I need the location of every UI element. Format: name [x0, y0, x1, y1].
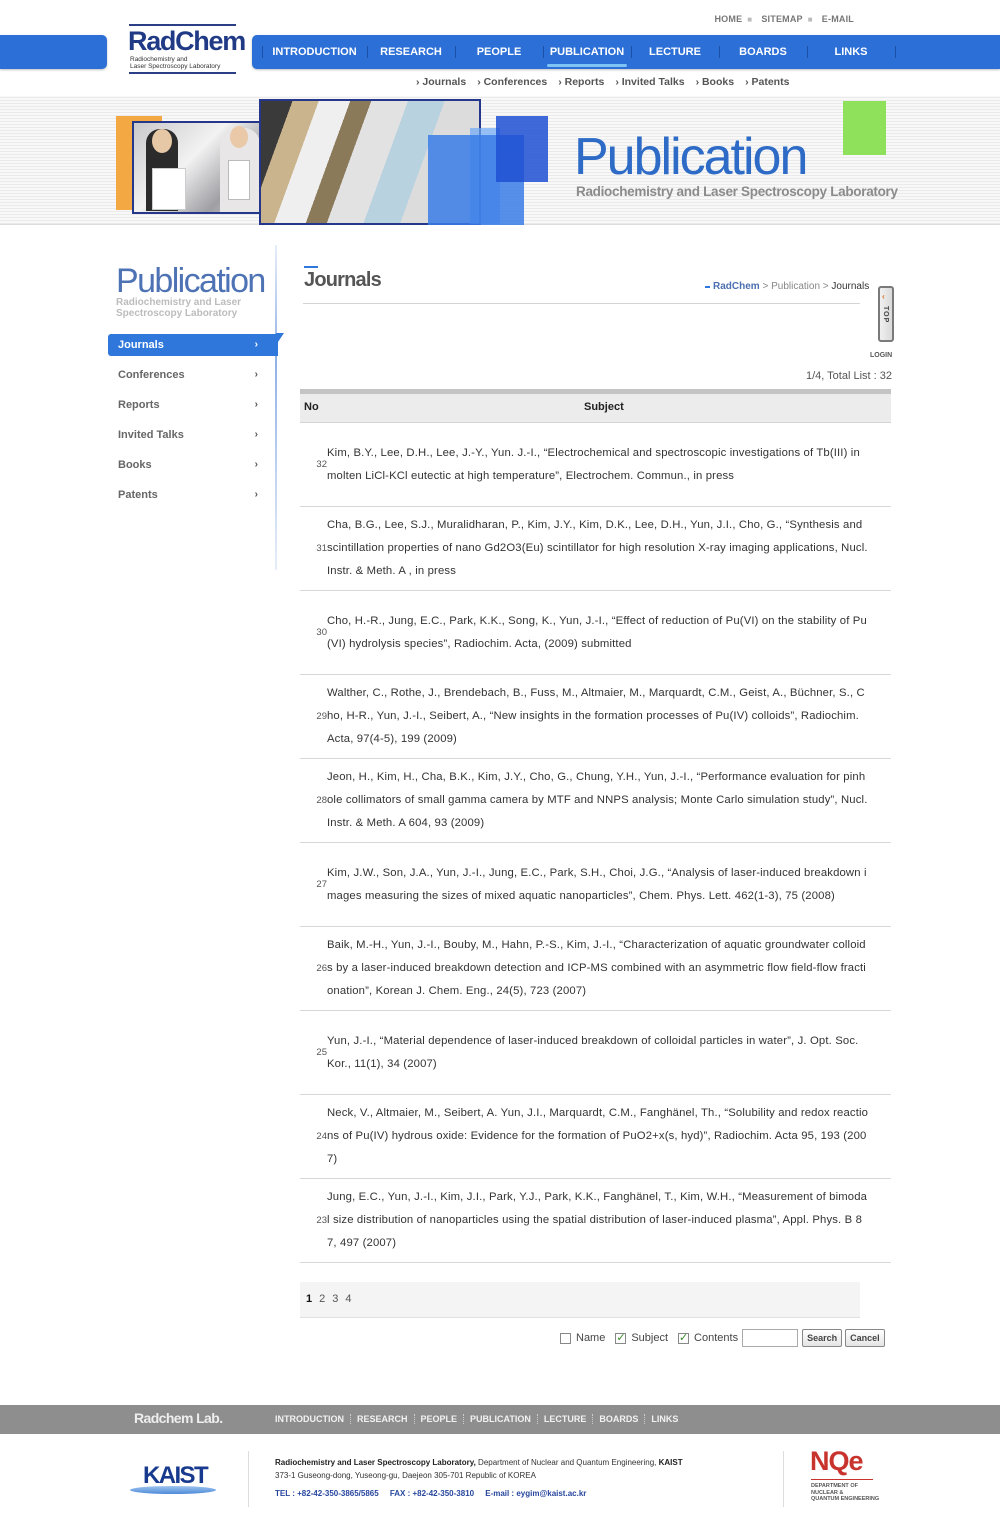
- breadcrumb-separator: >: [820, 281, 832, 292]
- journal-list: [300, 423, 891, 1263]
- column-subject: Subject: [584, 401, 624, 413]
- row-subject[interactable]: Walther, C., Rothe, J., Brendebach, B., Fuss, M., Altmaier, M., Marquardt, C.M., Geist, A., Büchner, S., Cho, H-R., Yun, J.-I., Seibert, A., “New insights in the formation processes of Pu(IV) colloids”, Radiochim. Acta, 97(4-5), 199 (2009): [327, 687, 865, 745]
- table-row[interactable]: [300, 1179, 891, 1263]
- nqe-logo: NQe: [810, 1446, 863, 1476]
- subnav-books[interactable]: › Books: [695, 76, 735, 88]
- page-title: Journals: [304, 269, 381, 291]
- cancel-button[interactable]: Cancel: [845, 1329, 885, 1347]
- banner-paper-2: [228, 160, 250, 200]
- nav-boards[interactable]: BOARDS: [719, 35, 807, 69]
- top-label: TOP: [882, 306, 889, 324]
- email-link[interactable]: E-MAIL: [821, 14, 854, 24]
- sidebar-subtitle: [116, 297, 256, 319]
- footer-address: [275, 1456, 683, 1500]
- footer-brand: Radchem Lab.: [134, 1410, 223, 1426]
- row-subject[interactable]: Yun, J.-I., “Material dependence of laser-induced breakdown of colloidal particles in water”, J. Opt. Soc. Kor., 11(1), 34 (2007): [327, 1034, 859, 1070]
- row-subject[interactable]: Jeon, H., Kim, H., Cha, B.K., Kim, J.Y., Cho, G., Chung, Y.H., Yun, J.-I., “Performance evaluation for pinhole collimators of small gamma camera by MTF and NNPS analysis; Monte Carlo simulation study”, Nucl. Instr. & Meth. A 604, 93 (2009): [327, 771, 868, 829]
- chevron-right-icon: ›: [254, 399, 258, 410]
- row-number: 27: [316, 879, 327, 890]
- separator: ■: [747, 15, 753, 24]
- row-subject[interactable]: Cha, B.G., Lee, S.J., Muralidharan, P., Kim, J.Y., Kim, D.K., Lee, D.H., Yun, J.I., Cho, G., “Synthesis and scintillation properties of nano Gd2O3(Eu) scintillator for high resolution X-ray imaging applications, Nucl. Instr. & Meth. A , in press: [327, 519, 868, 577]
- footer-nav-boards[interactable]: BOARDS: [592, 1414, 644, 1424]
- sidebar-item-label: Invited Talks: [118, 429, 184, 441]
- total-count: 1/4, Total List : 32: [805, 370, 892, 382]
- search-form: [560, 1329, 888, 1347]
- separator: ■: [807, 15, 813, 24]
- table-row[interactable]: [300, 759, 891, 843]
- nqe-subtitle: [811, 1483, 879, 1503]
- nav-people[interactable]: PEOPLE: [455, 35, 543, 69]
- breadcrumb-current: Journals: [831, 281, 870, 292]
- table-row[interactable]: [300, 675, 891, 759]
- footer-lab-line: [275, 1456, 683, 1469]
- sidebar-subtitle-2: Spectroscopy Laboratory: [116, 308, 238, 319]
- sub-nav: [416, 76, 800, 88]
- row-subject[interactable]: Jung, E.C., Yun, J.-I., Kim, J.I., Park, Y.J., Park, K.K., Fanghänel, T., Kim, W.H., “Measurement of bimodal size distribution of nanoparticles using the spatial distribution of laser-induced plasma”, Appl. Phys. B 87, 497 (2007): [327, 1191, 868, 1249]
- sidebar-item-journals[interactable]: [108, 334, 278, 356]
- nav-links[interactable]: LINKS: [807, 35, 895, 69]
- footer-nav-research[interactable]: RESEARCH: [350, 1414, 414, 1424]
- breadcrumb-home[interactable]: RadChem: [713, 281, 760, 292]
- footer-nav-publication[interactable]: PUBLICATION: [463, 1414, 537, 1424]
- page-4[interactable]: 4: [345, 1293, 352, 1305]
- sidebar-item-label: Reports: [118, 399, 160, 411]
- table-row[interactable]: [300, 1011, 891, 1095]
- main-nav: [262, 35, 896, 69]
- caret-up-icon: ‹: [882, 292, 885, 301]
- sidebar-item-label: Books: [118, 459, 152, 471]
- table-row[interactable]: [300, 843, 891, 927]
- logo-word: RadChem: [128, 26, 245, 56]
- page-2[interactable]: 2: [319, 1293, 326, 1305]
- table-row[interactable]: [300, 927, 891, 1011]
- nav-separator: [895, 46, 896, 58]
- sidebar-menu: [108, 334, 278, 514]
- row-number: 31: [316, 543, 327, 554]
- banner-face-1: [152, 129, 172, 153]
- row-subject[interactable]: Kim, B.Y., Lee, D.H., Lee, J.-Y., Yun. J.-I., “Electrochemical and spectroscopic investigations of Tb(III) in molten LiCl-KCl eutectic at high temperature”, Electrochem. Commun., in press: [327, 446, 860, 482]
- page-title-mark: [304, 266, 318, 268]
- footer-street: 373-1 Guseong-dong, Yuseong-gu, Daejeon 305-701 Republic of KOREA: [275, 1471, 536, 1480]
- footer-nav: [275, 1414, 684, 1424]
- banner-subtitle: Radiochemistry and Laser Spectroscopy Laboratory: [576, 184, 898, 199]
- nqe-sub-1: DEPARTMENT OF: [811, 1483, 858, 1489]
- breadcrumb: [705, 281, 869, 292]
- sidebar-subtitle-1: Radiochemistry and Laser: [116, 297, 242, 308]
- contents-label: Contents: [694, 1332, 739, 1344]
- logo-sub-1: Radiochemistry and: [130, 56, 188, 63]
- footer-contact: TEL : +82-42-350-3865/5865 FAX : +82-42-350-3810 E-mail : eygim@kaist.ac.kr: [275, 1489, 587, 1498]
- name-checkbox[interactable]: [560, 1333, 571, 1344]
- row-number: 23: [316, 1215, 327, 1226]
- sidebar-item-invited-talks[interactable]: [108, 424, 278, 446]
- subject-checkbox[interactable]: [615, 1333, 626, 1344]
- chevron-right-icon: ›: [254, 459, 258, 470]
- footer-univ: KAIST: [658, 1458, 683, 1467]
- table-row[interactable]: [300, 591, 891, 675]
- banner-face-2: [230, 126, 248, 148]
- row-number: 25: [316, 1047, 327, 1058]
- row-number: 30: [316, 627, 327, 638]
- search-input[interactable]: [742, 1329, 798, 1347]
- scroll-top-button[interactable]: [878, 286, 894, 342]
- footer-dept: Department of Nuclear and Quantum Engineering,: [475, 1458, 659, 1467]
- table-row[interactable]: [300, 423, 891, 507]
- logo-line: [129, 72, 236, 74]
- footer-divider: [783, 1451, 784, 1507]
- row-subject[interactable]: Kim, J.W., Son, J.A., Yun, J.-I., Jung, E.C., Park, S.H., Choi, J.G., “Analysis of laser-induced breakdown images measuring the sizes of mixed aquatic nanoparticles”, Chem. Phys. Lett. 462(1-3), 75 (2008): [327, 866, 867, 902]
- table-row[interactable]: [300, 1095, 891, 1179]
- banner-green-block: [843, 101, 886, 155]
- breadcrumb-section[interactable]: Publication: [771, 281, 821, 292]
- utility-links: [0, 14, 854, 24]
- chevron-right-icon: ›: [254, 489, 258, 500]
- page-1[interactable]: 1: [306, 1293, 313, 1305]
- row-number: 28: [316, 795, 327, 806]
- footer-nav-links[interactable]: LINKS: [644, 1414, 684, 1424]
- table-row[interactable]: [300, 507, 891, 591]
- sidebar-item-label: Journals: [118, 339, 164, 351]
- banner-paper-1: [152, 168, 186, 210]
- search-button[interactable]: Search: [802, 1329, 842, 1347]
- nav-research[interactable]: RESEARCH: [367, 35, 455, 69]
- name-label: Name: [576, 1332, 606, 1344]
- footer-nav-lecture[interactable]: LECTURE: [537, 1414, 593, 1424]
- home-link[interactable]: HOME: [714, 14, 743, 24]
- row-number: 32: [316, 459, 327, 470]
- row-subject[interactable]: Cho, H.-R., Jung, E.C., Park, K.K., Song, K., Yun, J.-I., “Effect of reduction of Pu(VI) on the stability of Pu(VI) hydrolysis species”, Radiochim. Acta, (2009) submitted: [327, 614, 867, 650]
- sitemap-link[interactable]: SITEMAP: [761, 14, 803, 24]
- row-number: 24: [316, 1131, 327, 1142]
- banner-blue-block-2: [496, 116, 548, 182]
- login-link[interactable]: LOGIN: [870, 352, 893, 359]
- row-number: 29: [316, 711, 327, 722]
- subnav-patents[interactable]: › Patents: [745, 76, 790, 88]
- nqe-sub-3: QUANTUM ENGINEERING: [811, 1496, 880, 1502]
- footer-divider: [248, 1451, 249, 1507]
- row-number: 26: [316, 963, 327, 974]
- logo-sub-2: Laser Spectroscopy Laboratory: [130, 63, 221, 70]
- subnav-invited-talks[interactable]: › Invited Talks: [615, 76, 685, 88]
- chevron-right-icon: ›: [254, 429, 258, 440]
- pagination: [300, 1282, 860, 1318]
- table-header: [300, 389, 891, 423]
- breadcrumb-separator: >: [759, 281, 772, 292]
- subnav-conferences[interactable]: › Conferences: [477, 76, 548, 88]
- nqe-line: [811, 1479, 873, 1480]
- chevron-right-icon: ›: [254, 339, 258, 350]
- sidebar-item-label: Patents: [118, 489, 158, 501]
- subnav-journals[interactable]: › Journals: [416, 76, 467, 88]
- nav-lecture[interactable]: LECTURE: [631, 35, 719, 69]
- subject-label: Subject: [631, 1332, 669, 1344]
- sidebar-item-books[interactable]: [108, 454, 278, 476]
- nav-bar-left: [0, 35, 107, 69]
- kaist-logo: KAIST: [143, 1462, 208, 1489]
- sidebar-item-reports[interactable]: [108, 394, 278, 416]
- page-3[interactable]: 3: [332, 1293, 339, 1305]
- footer-nav-introduction[interactable]: INTRODUCTION: [275, 1414, 344, 1424]
- sidebar-title: Publication: [116, 262, 265, 300]
- footer-nav-people[interactable]: PEOPLE: [414, 1414, 464, 1424]
- row-subject[interactable]: Neck, V., Altmaier, M., Seibert, A. Yun, J.I., Marquardt, C.M., Fanghänel, Th., “Solubility and redox reactions of Pu(IV) hydrous oxide: Evidence for the formation of PuO2+x(s, hyd)”, Radiochim. Acta 95, 193 (2007): [327, 1107, 869, 1165]
- contents-checkbox[interactable]: [678, 1333, 689, 1344]
- nqe-sub-2: NUCLEAR &: [811, 1489, 844, 1496]
- title-divider: [303, 303, 860, 304]
- footer-lab-name: Radiochemistry and Laser Spectroscopy Laboratory,: [275, 1458, 476, 1467]
- sidebar-item-label: Conferences: [118, 369, 185, 381]
- column-no: No: [304, 401, 319, 413]
- row-subject[interactable]: Baik, M.-H., Yun, J.-I., Bouby, M., Hahn, P.-S., Kim, J.-I., “Characterization of aquatic groundwater colloids by a laser-induced breakdown detection and ICP-MS combined with an asymmetric flow field-flow fractionation”, Korean J. Chem. Eng., 24(5), 723 (2007): [327, 939, 866, 997]
- sidebar-item-conferences[interactable]: [108, 364, 278, 386]
- subnav-reports[interactable]: › Reports: [558, 76, 605, 88]
- banner-title: Publication: [574, 128, 807, 186]
- sidebar-item-patents[interactable]: [108, 484, 278, 506]
- chevron-right-icon: ›: [254, 369, 258, 380]
- nav-publication[interactable]: PUBLICATION: [543, 35, 631, 69]
- logo[interactable]: [125, 24, 245, 80]
- nav-introduction[interactable]: INTRODUCTION: [262, 35, 367, 69]
